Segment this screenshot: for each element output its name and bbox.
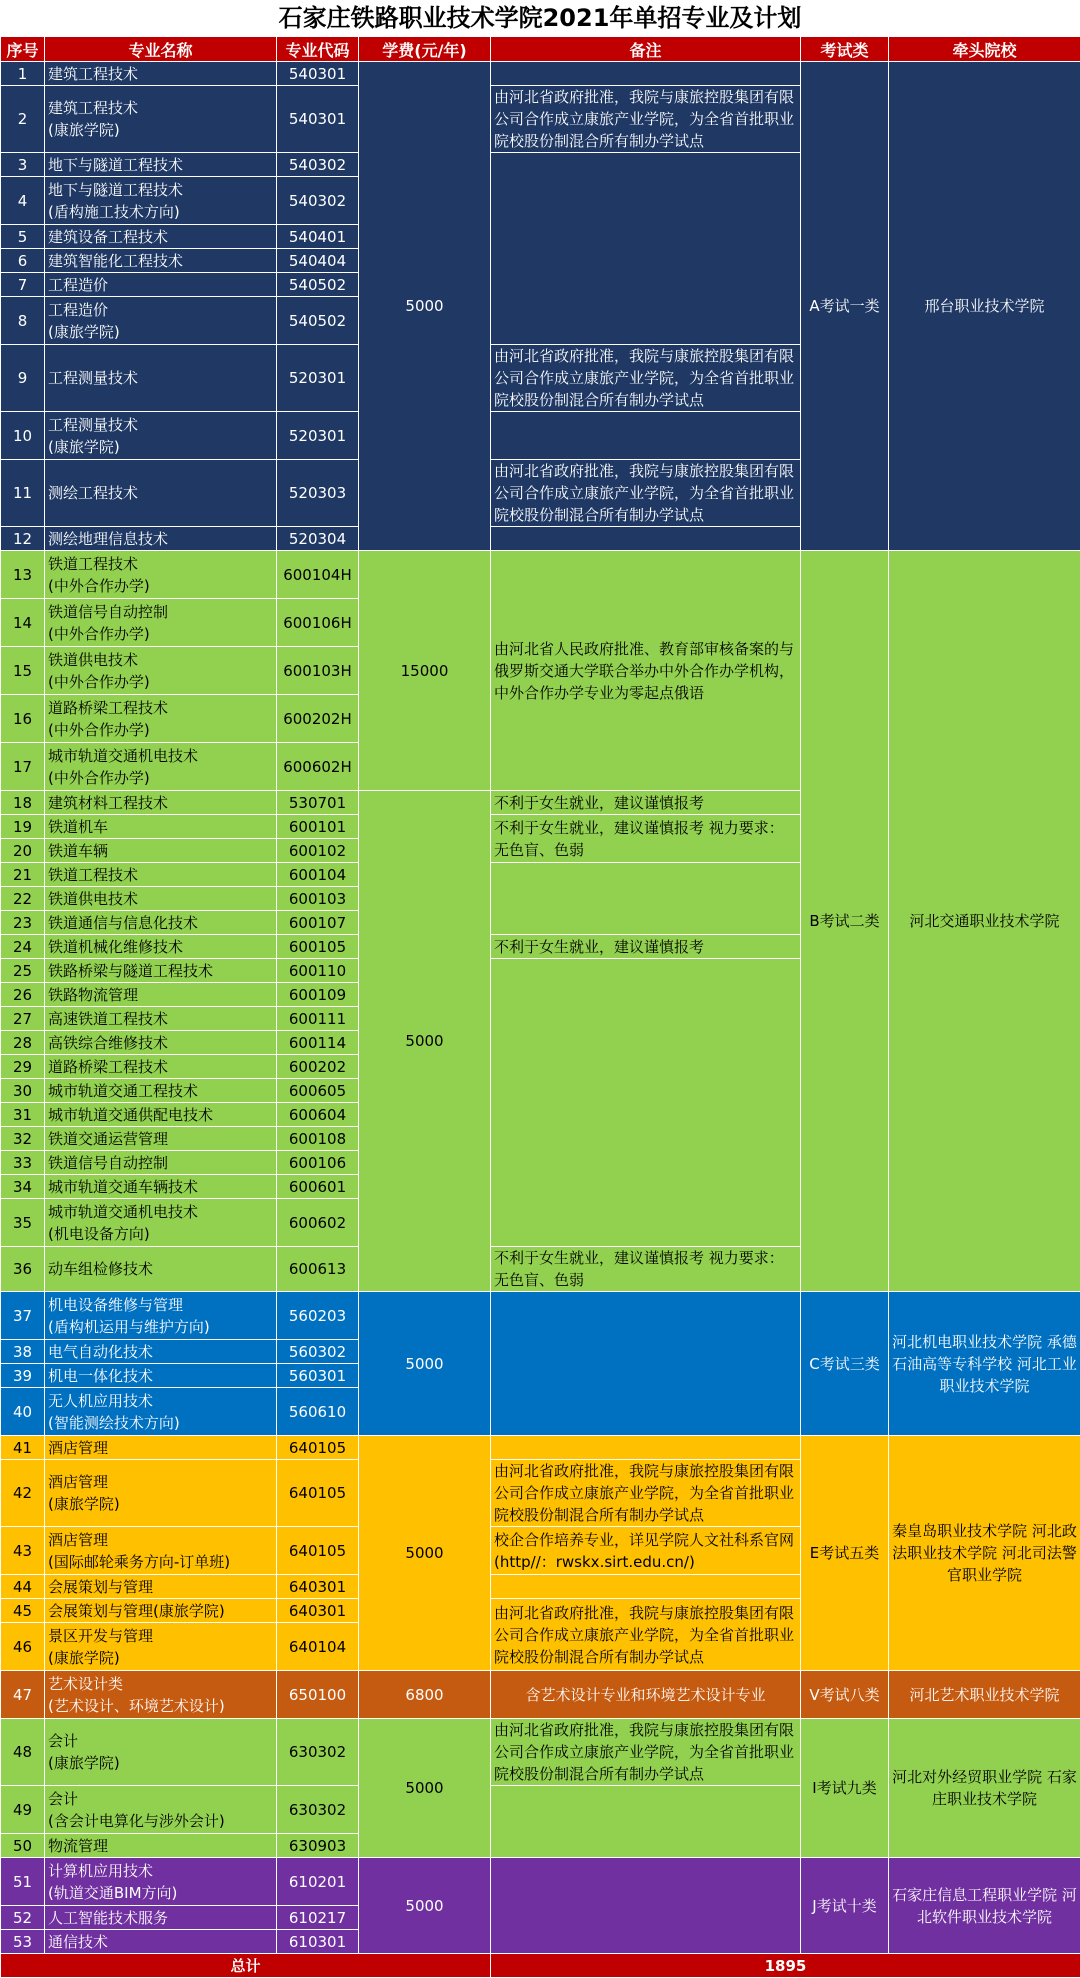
header-code: 专业代码 <box>277 37 359 62</box>
major-code: 600602H <box>277 743 359 791</box>
row-number: 30 <box>1 1079 45 1103</box>
remark: 不利于女生就业，建议谨慎报考 <box>491 935 801 959</box>
major-name-cell <box>45 1175 277 1199</box>
lead-college: 邢台职业技术学院 <box>889 62 1080 551</box>
remark <box>491 1436 801 1460</box>
major-name: 机电一体化技术 <box>48 1365 273 1387</box>
remark: 由河北省人民政府批准、教育部审核备案的与俄罗斯交通大学联合举办中外合作办学机构，中外合作办学专业为零起点俄语 <box>491 551 801 791</box>
major-name: 计算机应用技术 <box>48 1860 273 1882</box>
major-name-cell <box>45 1671 277 1719</box>
major-name: 景区开发与管理 <box>48 1625 273 1647</box>
header-fee: 学费(元/年) <box>359 37 491 62</box>
major-direction: (轨道交通BIM方向) <box>48 1882 273 1904</box>
row-number: 31 <box>1 1103 45 1127</box>
major-name: 建筑工程技术 <box>48 63 273 85</box>
row-number: 22 <box>1 887 45 911</box>
row-number: 26 <box>1 983 45 1007</box>
major-name-cell <box>45 273 277 297</box>
table-row <box>1 1292 1080 1340</box>
major-code: 600109 <box>277 983 359 1007</box>
major-code: 610201 <box>277 1858 359 1906</box>
major-name: 铁道工程技术 <box>48 864 273 886</box>
major-name-cell <box>45 460 277 527</box>
major-name: 物流管理 <box>48 1835 273 1857</box>
major-direction: (康旅学院) <box>48 321 273 343</box>
major-code: 520301 <box>277 412 359 460</box>
row-number: 10 <box>1 412 45 460</box>
major-name: 地下与隧道工程技术 <box>48 179 273 201</box>
major-code: 520301 <box>277 345 359 412</box>
major-name: 高速铁道工程技术 <box>48 1008 273 1030</box>
major-code: 640105 <box>277 1436 359 1460</box>
major-name: 人工智能技术服务 <box>48 1907 273 1929</box>
lead-college: 河北对外经贸职业学院 石家庄职业技术学院 <box>889 1719 1080 1858</box>
major-name-cell <box>45 1388 277 1436</box>
major-name: 测绘地理信息技术 <box>48 528 273 550</box>
row-number: 20 <box>1 839 45 863</box>
header-no: 序号 <box>1 37 45 62</box>
major-direction: (康旅学院) <box>48 1493 273 1515</box>
row-number: 48 <box>1 1719 45 1786</box>
major-name: 建筑智能化工程技术 <box>48 250 273 272</box>
major-name: 建筑工程技术 <box>48 97 273 119</box>
table-row <box>1 1436 1080 1460</box>
major-name-cell <box>45 527 277 551</box>
major-code: 520304 <box>277 527 359 551</box>
major-name: 动车组检修技术 <box>48 1258 273 1280</box>
remark: 由河北省政府批准，我院与康旅控股集团有限公司合作成立康旅产业学院，为全省首批职业院校股份制混合所有制办学试点 <box>491 1460 801 1527</box>
major-name-cell <box>45 887 277 911</box>
lead-college: 河北交通职业技术学院 <box>889 551 1080 1292</box>
row-number: 5 <box>1 225 45 249</box>
remark: 校企合作培养专业，详见学院人文社科系官网(http//：rwskx.sirt.edu.cn/) <box>491 1527 801 1575</box>
major-name: 铁道车辆 <box>48 840 273 862</box>
row-number: 40 <box>1 1388 45 1436</box>
major-name-cell <box>45 1834 277 1858</box>
major-name-cell <box>45 249 277 273</box>
remark <box>491 62 801 86</box>
remark: 含艺术设计专业和环境艺术设计专业 <box>491 1671 801 1719</box>
remark: 不利于女生就业，建议谨慎报考 视力要求：无色盲、色弱 <box>491 815 801 863</box>
major-code: 540401 <box>277 225 359 249</box>
row-number: 23 <box>1 911 45 935</box>
remark: 由河北省政府批准，我院与康旅控股集团有限公司合作成立康旅产业学院，为全省首批职业院校股份制混合所有制办学试点 <box>491 86 801 153</box>
major-code: 640104 <box>277 1623 359 1671</box>
major-name-cell <box>45 791 277 815</box>
tuition-fee: 5000 <box>359 1858 491 1954</box>
major-name-cell <box>45 1151 277 1175</box>
major-name-cell <box>45 1930 277 1954</box>
row-number: 50 <box>1 1834 45 1858</box>
row-number: 46 <box>1 1623 45 1671</box>
major-code: 600104H <box>277 551 359 599</box>
major-code: 600106 <box>277 1151 359 1175</box>
major-name: 会展策划与管理(康旅学院) <box>48 1600 273 1622</box>
major-name-cell <box>45 62 277 86</box>
major-code: 600107 <box>277 911 359 935</box>
major-code: 540301 <box>277 86 359 153</box>
major-code: 540404 <box>277 249 359 273</box>
major-direction: (机电设备方向) <box>48 1223 273 1245</box>
major-direction: (中外合作办学) <box>48 575 273 597</box>
major-name: 城市轨道交通供配电技术 <box>48 1104 273 1126</box>
row-number: 37 <box>1 1292 45 1340</box>
major-name: 机电设备维修与管理 <box>48 1294 273 1316</box>
major-direction: (康旅学院) <box>48 436 273 458</box>
major-code: 600202 <box>277 1055 359 1079</box>
major-name: 酒店管理 <box>48 1529 273 1551</box>
remark <box>491 153 801 345</box>
row-number: 27 <box>1 1007 45 1031</box>
row-number: 34 <box>1 1175 45 1199</box>
header-exam: 考试类 <box>801 37 889 62</box>
exam-category: A考试一类 <box>801 62 889 551</box>
major-name-cell <box>45 1364 277 1388</box>
major-name-cell <box>45 1719 277 1786</box>
row-number: 32 <box>1 1127 45 1151</box>
row-number: 12 <box>1 527 45 551</box>
major-code: 640105 <box>277 1527 359 1575</box>
major-name: 铁道信号自动控制 <box>48 601 273 623</box>
major-name: 铁路桥梁与隧道工程技术 <box>48 960 273 982</box>
header-name: 专业名称 <box>45 37 277 62</box>
major-name: 铁道供电技术 <box>48 888 273 910</box>
major-code: 650100 <box>277 1671 359 1719</box>
major-direction: (智能测绘技术方向) <box>48 1412 273 1434</box>
total-row <box>1 1954 1080 1978</box>
row-number: 44 <box>1 1575 45 1599</box>
major-name-cell <box>45 647 277 695</box>
row-number: 21 <box>1 863 45 887</box>
tuition-fee: 6800 <box>359 1671 491 1719</box>
major-name: 无人机应用技术 <box>48 1390 273 1412</box>
row-number: 16 <box>1 695 45 743</box>
row-number: 9 <box>1 345 45 412</box>
remark: 不利于女生就业，建议谨慎报考 <box>491 791 801 815</box>
major-name: 工程测量技术 <box>48 367 273 389</box>
remark: 由河北省政府批准，我院与康旅控股集团有限公司合作成立康旅产业学院，为全省首批职业院校股份制混合所有制办学试点 <box>491 345 801 412</box>
major-name-cell <box>45 1292 277 1340</box>
major-code: 520303 <box>277 460 359 527</box>
total-label: 总计 <box>1 1954 491 1978</box>
row-number: 43 <box>1 1527 45 1575</box>
major-code: 610217 <box>277 1906 359 1930</box>
major-code: 600604 <box>277 1103 359 1127</box>
row-number: 1 <box>1 62 45 86</box>
major-name-cell <box>45 1436 277 1460</box>
major-code: 600101 <box>277 815 359 839</box>
major-name-cell <box>45 1623 277 1671</box>
row-number: 35 <box>1 1199 45 1247</box>
major-code: 640301 <box>277 1575 359 1599</box>
lead-college: 秦皇岛职业技术学院 河北政法职业技术学院 河北司法警官职业学院 <box>889 1436 1080 1671</box>
major-name-cell <box>45 1199 277 1247</box>
major-direction: (含会计电算化与涉外会计) <box>48 1810 273 1832</box>
remark <box>491 412 801 460</box>
major-name: 会展策划与管理 <box>48 1576 273 1598</box>
table-row <box>1 1858 1080 1906</box>
major-name: 铁道通信与信息化技术 <box>48 912 273 934</box>
major-name: 测绘工程技术 <box>48 482 273 504</box>
row-number: 2 <box>1 86 45 153</box>
major-name-cell <box>45 1247 277 1292</box>
row-number: 41 <box>1 1436 45 1460</box>
major-code: 600108 <box>277 1127 359 1151</box>
major-name-cell <box>45 1786 277 1834</box>
major-code: 600613 <box>277 1247 359 1292</box>
row-number: 25 <box>1 959 45 983</box>
major-name: 城市轨道交通机电技术 <box>48 745 273 767</box>
major-code: 560610 <box>277 1388 359 1436</box>
major-code: 640105 <box>277 1460 359 1527</box>
row-number: 7 <box>1 273 45 297</box>
major-code: 540301 <box>277 62 359 86</box>
major-name-cell <box>45 1055 277 1079</box>
row-number: 11 <box>1 460 45 527</box>
major-name-cell <box>45 297 277 345</box>
major-name-cell <box>45 86 277 153</box>
major-code: 600104 <box>277 863 359 887</box>
row-number: 19 <box>1 815 45 839</box>
major-name-cell <box>45 839 277 863</box>
exam-category: J考试十类 <box>801 1858 889 1954</box>
major-code: 600605 <box>277 1079 359 1103</box>
major-name-cell <box>45 983 277 1007</box>
major-name: 高铁综合维修技术 <box>48 1032 273 1054</box>
major-name-cell <box>45 1527 277 1575</box>
row-number: 36 <box>1 1247 45 1292</box>
major-direction: (康旅学院) <box>48 1752 273 1774</box>
major-name-cell <box>45 1858 277 1906</box>
major-name-cell <box>45 1340 277 1364</box>
table-row <box>1 551 1080 599</box>
header-remark: 备注 <box>491 37 801 62</box>
major-name: 电气自动化技术 <box>48 1341 273 1363</box>
major-name: 酒店管理 <box>48 1471 273 1493</box>
major-name: 城市轨道交通机电技术 <box>48 1201 273 1223</box>
major-name: 铁道信号自动控制 <box>48 1152 273 1174</box>
major-code: 630302 <box>277 1719 359 1786</box>
row-number: 49 <box>1 1786 45 1834</box>
major-name: 建筑材料工程技术 <box>48 792 273 814</box>
major-name-cell <box>45 345 277 412</box>
tuition-fee: 5000 <box>359 791 491 1292</box>
major-name: 地下与隧道工程技术 <box>48 154 273 176</box>
major-direction: (国际邮轮乘务方向-订单班) <box>48 1551 273 1573</box>
major-name-cell <box>45 1906 277 1930</box>
major-code: 540302 <box>277 153 359 177</box>
major-code: 640301 <box>277 1599 359 1623</box>
lead-college: 石家庄信息工程职业学院 河北软件职业技术学院 <box>889 1858 1080 1954</box>
major-name-cell <box>45 1127 277 1151</box>
exam-category: I考试九类 <box>801 1719 889 1858</box>
major-name: 铁道工程技术 <box>48 553 273 575</box>
page-title: 石家庄铁路职业技术学院2021年单招专业及计划 <box>0 0 1080 36</box>
major-code: 600106H <box>277 599 359 647</box>
remark: 由河北省政府批准，我院与康旅控股集团有限公司合作成立康旅产业学院，为全省首批职业院校股份制混合所有制办学试点 <box>491 1719 801 1786</box>
major-code: 600105 <box>277 935 359 959</box>
exam-category: V考试八类 <box>801 1671 889 1719</box>
row-number: 3 <box>1 153 45 177</box>
row-number: 6 <box>1 249 45 273</box>
major-direction: (康旅学院) <box>48 1647 273 1669</box>
major-name-cell <box>45 1007 277 1031</box>
major-code: 600103H <box>277 647 359 695</box>
tuition-fee: 5000 <box>359 1292 491 1436</box>
major-name: 道路桥梁工程技术 <box>48 1056 273 1078</box>
major-name: 通信技术 <box>48 1931 273 1953</box>
major-direction: (盾构机运用与维护方向) <box>48 1316 273 1338</box>
major-code: 600110 <box>277 959 359 983</box>
tuition-fee: 5000 <box>359 62 491 551</box>
table-body <box>1 62 1080 1954</box>
row-number: 28 <box>1 1031 45 1055</box>
major-code: 630903 <box>277 1834 359 1858</box>
remark: 不利于女生就业，建议谨慎报考 视力要求：无色盲、色弱 <box>491 1247 801 1292</box>
major-name-cell <box>45 1079 277 1103</box>
major-code: 600103 <box>277 887 359 911</box>
major-name-cell <box>45 551 277 599</box>
major-name-cell <box>45 695 277 743</box>
row-number: 39 <box>1 1364 45 1388</box>
major-code: 530701 <box>277 791 359 815</box>
major-direction: (艺术设计、环境艺术设计) <box>48 1695 273 1717</box>
major-name-cell <box>45 911 277 935</box>
major-code: 630302 <box>277 1786 359 1834</box>
remark <box>491 1292 801 1436</box>
major-name-cell <box>45 153 277 177</box>
remark: 由河北省政府批准，我院与康旅控股集团有限公司合作成立康旅产业学院，为全省首批职业院校股份制混合所有制办学试点 <box>491 460 801 527</box>
remark <box>491 1786 801 1858</box>
row-number: 38 <box>1 1340 45 1364</box>
major-name-cell <box>45 863 277 887</box>
major-code: 560203 <box>277 1292 359 1340</box>
total-value: 1895 <box>491 1954 1080 1978</box>
major-name: 城市轨道交通工程技术 <box>48 1080 273 1102</box>
row-number: 53 <box>1 1930 45 1954</box>
major-name: 铁路物流管理 <box>48 984 273 1006</box>
tuition-fee: 5000 <box>359 1436 491 1671</box>
major-direction: (中外合作办学) <box>48 719 273 741</box>
header-row <box>1 37 1080 62</box>
major-code: 540502 <box>277 273 359 297</box>
major-name-cell <box>45 935 277 959</box>
major-code: 600111 <box>277 1007 359 1031</box>
exam-category: C考试三类 <box>801 1292 889 1436</box>
major-name: 铁道供电技术 <box>48 649 273 671</box>
row-number: 24 <box>1 935 45 959</box>
major-code: 540302 <box>277 177 359 225</box>
major-code: 560301 <box>277 1364 359 1388</box>
major-name-cell <box>45 743 277 791</box>
major-direction: (康旅学院) <box>48 119 273 141</box>
major-code: 560302 <box>277 1340 359 1364</box>
major-direction: (盾构施工技术方向) <box>48 201 273 223</box>
major-code: 600601 <box>277 1175 359 1199</box>
remark <box>491 959 801 1247</box>
major-direction: (中外合作办学) <box>48 767 273 789</box>
row-number: 14 <box>1 599 45 647</box>
header-college: 牵头院校 <box>889 37 1080 62</box>
exam-category: B考试二类 <box>801 551 889 1292</box>
row-number: 17 <box>1 743 45 791</box>
major-name-cell <box>45 177 277 225</box>
major-name: 艺术设计类 <box>48 1673 273 1695</box>
major-name-cell <box>45 225 277 249</box>
table-row <box>1 1719 1080 1786</box>
major-name-cell <box>45 959 277 983</box>
major-name: 工程造价 <box>48 274 273 296</box>
major-name-cell <box>45 1103 277 1127</box>
enrollment-table <box>0 36 1080 1978</box>
major-name: 道路桥梁工程技术 <box>48 697 273 719</box>
lead-college: 河北机电职业技术学院 承德石油高等专科学校 河北工业职业技术学院 <box>889 1292 1080 1436</box>
major-name: 铁道交通运营管理 <box>48 1128 273 1150</box>
major-name: 工程造价 <box>48 299 273 321</box>
major-name-cell <box>45 1460 277 1527</box>
tuition-fee: 15000 <box>359 551 491 791</box>
major-name: 城市轨道交通车辆技术 <box>48 1176 273 1198</box>
row-number: 33 <box>1 1151 45 1175</box>
remark <box>491 863 801 935</box>
major-name: 酒店管理 <box>48 1437 273 1459</box>
major-name: 会计 <box>48 1788 273 1810</box>
remark <box>491 527 801 551</box>
major-code: 540502 <box>277 297 359 345</box>
major-name-cell <box>45 815 277 839</box>
major-code: 600114 <box>277 1031 359 1055</box>
major-name-cell <box>45 599 277 647</box>
row-number: 15 <box>1 647 45 695</box>
table-row <box>1 62 1080 86</box>
major-direction: (中外合作办学) <box>48 623 273 645</box>
row-number: 51 <box>1 1858 45 1906</box>
major-name: 铁道机械化维修技术 <box>48 936 273 958</box>
row-number: 29 <box>1 1055 45 1079</box>
major-name-cell <box>45 1599 277 1623</box>
row-number: 45 <box>1 1599 45 1623</box>
lead-college: 河北艺术职业技术学院 <box>889 1671 1080 1719</box>
major-code: 600202H <box>277 695 359 743</box>
remark: 由河北省政府批准，我院与康旅控股集团有限公司合作成立康旅产业学院，为全省首批职业院校股份制混合所有制办学试点 <box>491 1599 801 1671</box>
table-row <box>1 1671 1080 1719</box>
major-name: 工程测量技术 <box>48 414 273 436</box>
major-code: 600102 <box>277 839 359 863</box>
major-name-cell <box>45 412 277 460</box>
major-code: 610301 <box>277 1930 359 1954</box>
row-number: 52 <box>1 1906 45 1930</box>
major-name: 铁道机车 <box>48 816 273 838</box>
row-number: 47 <box>1 1671 45 1719</box>
major-name-cell <box>45 1575 277 1599</box>
row-number: 18 <box>1 791 45 815</box>
major-name: 会计 <box>48 1730 273 1752</box>
tuition-fee: 5000 <box>359 1719 491 1858</box>
remark <box>491 1858 801 1954</box>
major-direction: (中外合作办学) <box>48 671 273 693</box>
major-name-cell <box>45 1031 277 1055</box>
exam-category: E考试五类 <box>801 1436 889 1671</box>
major-code: 600602 <box>277 1199 359 1247</box>
row-number: 8 <box>1 297 45 345</box>
row-number: 4 <box>1 177 45 225</box>
remark <box>491 1575 801 1599</box>
row-number: 42 <box>1 1460 45 1527</box>
major-name: 建筑设备工程技术 <box>48 226 273 248</box>
row-number: 13 <box>1 551 45 599</box>
